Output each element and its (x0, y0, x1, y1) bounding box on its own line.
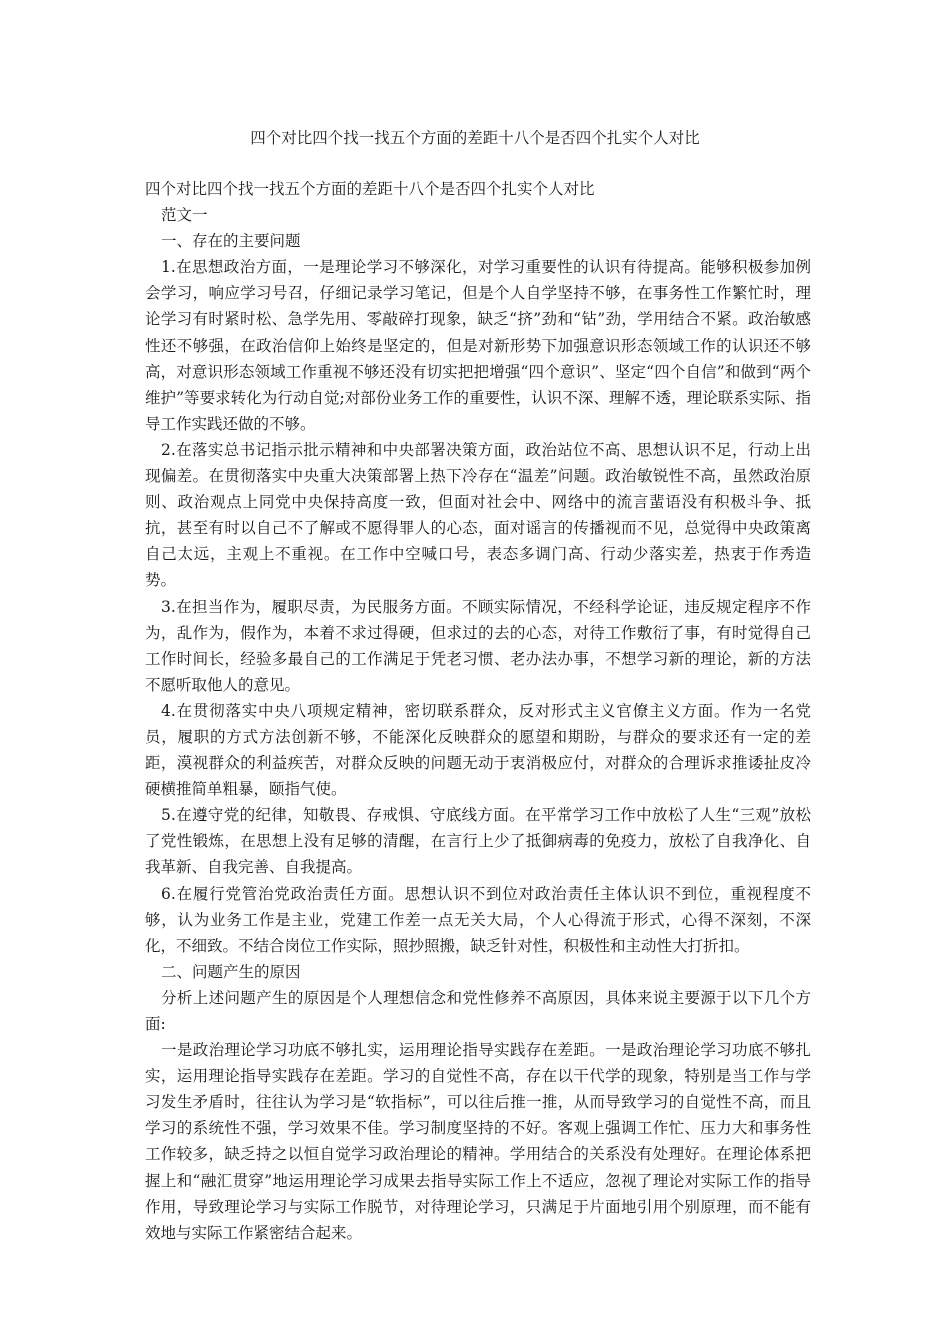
paragraph-item-1: 1.在思想政治方面，一是理论学习不够深化，对学习重要性的认识有待提高。能够积极参加例会学习，响应学习号召，仔细记录学习笔记，但是个人自学坚持不够，在事务性工作繁忙时，理论学习有时紧时松、急学先用、零敲碎打现象，缺乏“挤”劲和“钻”劲，学用结合不紧。政治敏感性还不够强，在政治信仰上始终是坚定的，但是对新形势下加强意识形态领域工作的认识还不够高，对意识形态领域工作重视不够还没有切实把把增强“四个意识”、坚定“四个自信”和做到“两个维护”等要求转化为行动自觉;对部份业务工作的重要性，认识不深、理解不透，理论联系实际、指导工作实践还做的不够。 (145, 258, 811, 433)
document-heading: 四个对比四个找一找五个方面的差距十八个是否四个扎实个人对比 (145, 180, 595, 198)
paragraph-reason-1: 一是政治理论学习功底不够扎实，运用理论指导实践存在差距。一是政治理论学习功底不够扎实，运用理论指导实践存在差距。学习的自觉性不高，存在以干代学的现象，特别是当工作与学习发生矛盾时，往往认为学习是“软指标”，可以往后推一推，从而导致学习的自觉性不高，而且学习的系统性不强，学习效果不佳。学习制度坚持的不好。客观上强调工作忙、压力大和事务性工作较多，缺乏持之以恒自觉学习政治理论的精神。学用结合的关系没有处理好。在理论体系把握上和“融汇贯穿”地运用理论学习成果去指导实际工作上不适应，忽视了理论对实际工作的指导作用，导致理论学习与实际工作脱节，对待理论学习，只满足于片面地引用个别原理，而不能有效地与实际工作紧密结合起来。 (145, 1041, 811, 1242)
sample-label: 范文一 (161, 206, 208, 225)
section-heading-problems: 一、存在的主要问题 (161, 232, 301, 251)
section-heading-causes: 二、问题产生的原因 (161, 962, 301, 981)
document-title: 四个对比四个找一找五个方面的差距十八个是否四个扎实个人对比 (250, 129, 700, 147)
paragraph-item-5: 5.在遵守党的纪律，知敬畏、存戒惧、守底线方面。在平常学习工作中放松了人生“三观”放松了党性锻炼，在思想上没有足够的清醒，在言行上少了抵御病毒的免疫力，放松了自我净化、自我革新、自我完善、自我提高。 (145, 806, 811, 877)
paragraph-item-3: 3.在担当作为，履职尽责，为民服务方面。不顾实际情况，不经科学论证，违反规定程序不作为，乱作为，假作为，本着不求过得硬，但求过的去的心态，对待工作敷衍了事，有时觉得自己工作时间长，经验多最自己的工作满足于凭老习惯、老办法办事，不想学习新的理论，新的方法不愿听取他人的意见。 (145, 597, 811, 694)
paragraph-reason-intro: 分析上述问题产生的原因是个人理想信念和党性修养不高原因，具体来说主要源于以下几个方面: (145, 988, 811, 1033)
document-body (145, 176, 811, 1246)
paragraph-item-6: 6.在履行党管治党政治责任方面。思想认识不到位对政治责任主体认识不到位，重视程度不够，认为业务工作是主业，党建工作差一点无关大局，个人心得流于形式，心得不深刻，不深化，不细致。不结合岗位工作实际，照抄照搬，缺乏针对性，积极性和主动性大打折扣。 (145, 884, 811, 955)
paragraph-item-4: 4.在贯彻落实中央八项规定精神，密切联系群众，反对形式主义官僚主义方面。作为一名党员，履职的方式方法创新不够，不能深化反映群众的愿望和期盼，与群众的要求还有一定的差距，漠视群众的利益疾苦，对群众反映的问题无动于衷消极应付，对群众的合理诉求推诿扯皮冷硬横推简单粗暴，颐指气使。 (145, 701, 811, 799)
paragraph-item-2: 2.在落实总书记指示批示精神和中央部署决策方面，政治站位不高、思想认识不足，行动上出现偏差。在贯彻落实中央重大决策部署上热下冷存在“温差”问题。政治敏锐性不高，虽然政治原则、政治观点上同党中央保持高度一致，但面对社会中、网络中的流言蜚语没有积极斗争、抵抗，甚至有时以自己不了解或不愿得罪人的心态，面对谣言的传播视而不见，总觉得中央政策离自己太远，主观上不重视。在工作中空喊口号，表态多调门高、行动少落实差，热衷于作秀造势。 (145, 440, 811, 590)
